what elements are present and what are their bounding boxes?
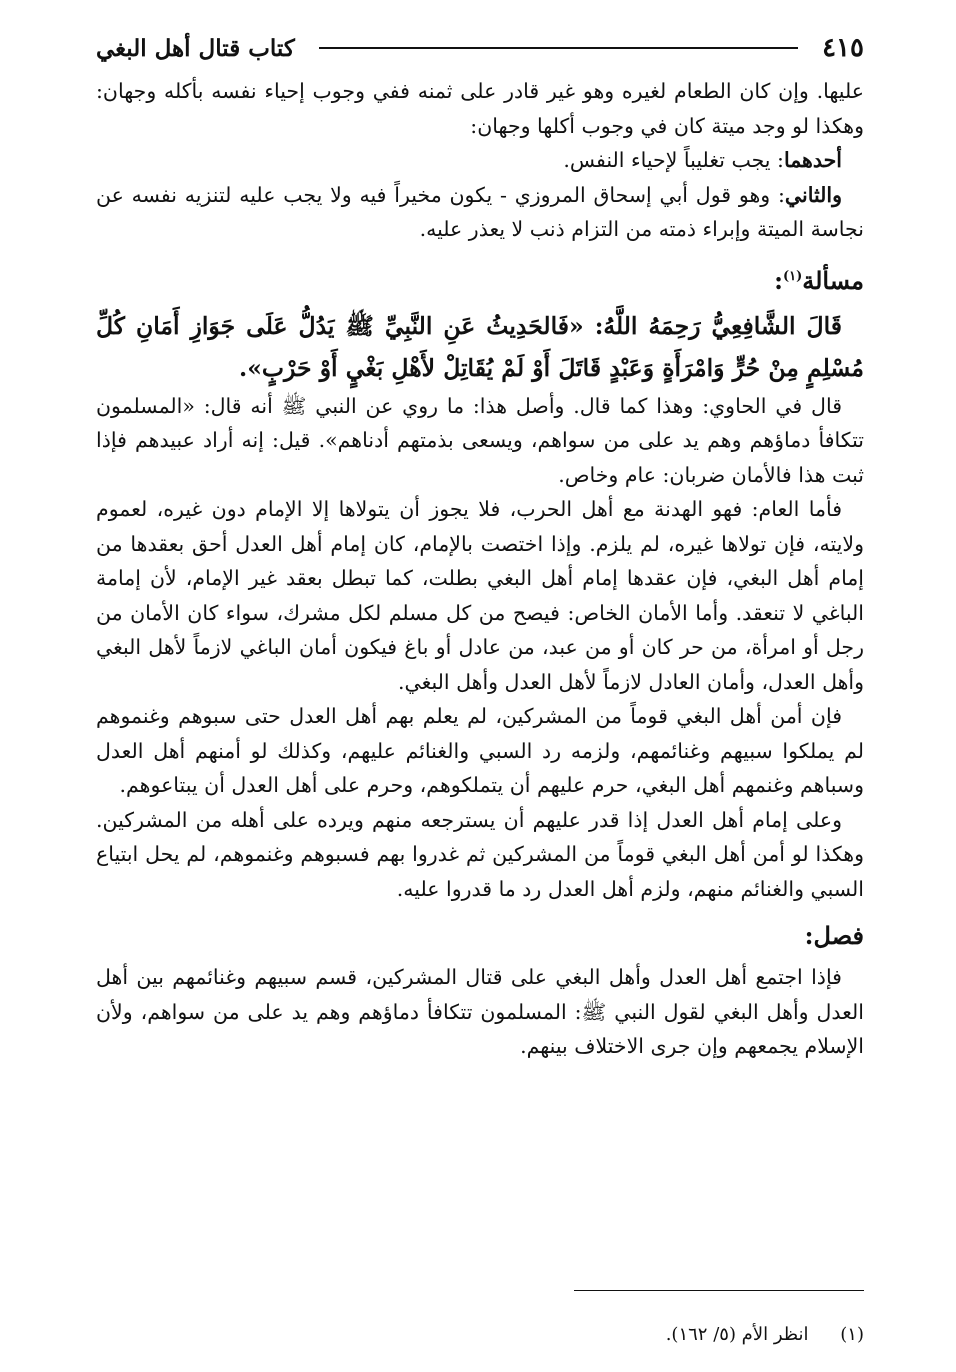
header-rule <box>319 47 798 49</box>
paragraph: عليها. وإن كان الطعام لغيره وهو غير قادر على ثمنه ففي وجوب إحياء نفسه بأكله وجهان: وهكذا لو وجد ميتة كان في وجوب أكلها وجهان: <box>96 79 864 138</box>
shafii-quote: قَالَ الشَّافِعِيُّ رَحِمَهُ اللَّهُ: «فَالحَدِيثُ عَنِ النَّبِيِّ ﷺ يَدُلُّ عَلَى جَوَازِ أَمَانِ كُلِّ مُسْلِمٍ مِنْ حُرٍّ وَامْرَأَةٍ وَعَبْدٍ قَاتَلَ أَوْ لَمْ يُقَاتِلْ لأَهْلِ بَغْيٍ أَوْ حَرْبٍ». <box>96 311 864 382</box>
heading-text: مسألة <box>802 265 864 295</box>
footnote-ref: (١) <box>782 268 803 284</box>
paragraph: وعلى إمام أهل العدل إذا قدر عليهم أن يسترجعه منهم ويرده على أهله من المشركين. وهكذا لو أمن أهل البغي قوماً من المشركين ثم غدروا بهم فسبوهم وغنموهم، لم يحل ابتياع السبي والغنائم منهم، ولزم أهل العدل رد ما قدروا عليه. <box>96 807 864 901</box>
body-text <box>96 74 864 1064</box>
paragraph: قال في الحاوي: وهذا كما قال. وأصل هذا: ما روي عن النبي ﷺ أنه قال: «المسلمون تتكافأ دماؤهم وهم يد على من سواهم، ويسعى بذمتهم أدناهم». قيل: إنه أراد عبيدهم فإذا ثبت هذا فالأمان ضربان: عام وخاص. <box>96 393 864 487</box>
view-label: والثاني <box>784 182 842 207</box>
paragraph-first-view <box>96 143 864 178</box>
footnote-mark: (١) <box>840 1324 864 1345</box>
section-heading-fasl: فصل: <box>804 921 864 950</box>
footnote-text: انظر الأم (٥/ ١٦٢). <box>665 1324 809 1345</box>
page-number: ٤١٥ <box>822 33 864 63</box>
paragraph: فإن أمن أهل البغي قوماً من المشركين، لم يعلم بهم أهل العدل حتى سبوهم وغنموهم لم يملكوا سبيهم وغنائمهم، ولزمه رد السبي والغنائم عليهم، وكذلك لو أمنهم أهل العدل وسباهم وغنمهم أهل البغي، حرم عليهم أن يتملكوهم، وحرم على أهل العدل أن يبتاعوهم. <box>96 704 864 797</box>
footnote-rule <box>574 1290 864 1291</box>
paragraph: فإذا اجتمع أهل العدل وأهل البغي على قتال المشركين، قسم سبيهم وغنائمهم بين أهل العدل وأهل البغي لقول النبي ﷺ: المسلمون تتكافأ دماؤهم وهم يد على من سواهم، ولأن الإسلام يجمعهم وإن جرى الاختلاف بينهم. <box>96 965 864 1058</box>
view-label: أحدهما <box>783 148 842 172</box>
paragraph-second-view <box>96 178 864 247</box>
footnote <box>666 1324 864 1345</box>
page-header <box>96 28 864 68</box>
paragraph: فأما العام: فهو الهدنة مع أهل الحرب، فلا يجوز أن يتولاها إلا الإمام دون غيره، لعموم ولايته، فإن تولاها غيره، لم يلزم. وإذا اختصت بالإمام، كان إمام أهل العدل أحق بعقدها من إمام أهل البغي، فإن عقدها إمام أهل البغي بطلت، كما تبطل بعقد غير الإمام، لأن إمامة الباغي لا تنعقد. وأما الأمان الخاص: فيصح من كل مسلم لكل مشرك، سواء كان الأمان من رجل أو امرأة، من حر كان أو من عبد، من عادل أو باغ فيكون أمان الباغي لازماً لأهل البغي وأهل العدل، وأمان العادل لازماً لأهل العدل وأهل البغي. <box>96 497 864 694</box>
view-text: : يجب تغليباً لإحياء النفس. <box>563 148 784 172</box>
view-text: : وهو قول أبي إسحاق المروزي - يكون مخيراً فيه ولا يجب عليه لتنزيه نفسه عن نجاسة الميتة وإبراء ذمته من التزام ذنب لا يعذر عليه. <box>96 182 864 241</box>
section-heading-masala <box>96 257 864 301</box>
heading-colon: : <box>774 265 783 295</box>
running-title: كتاب قتال أهل البغي <box>96 34 295 62</box>
page <box>96 28 864 1352</box>
